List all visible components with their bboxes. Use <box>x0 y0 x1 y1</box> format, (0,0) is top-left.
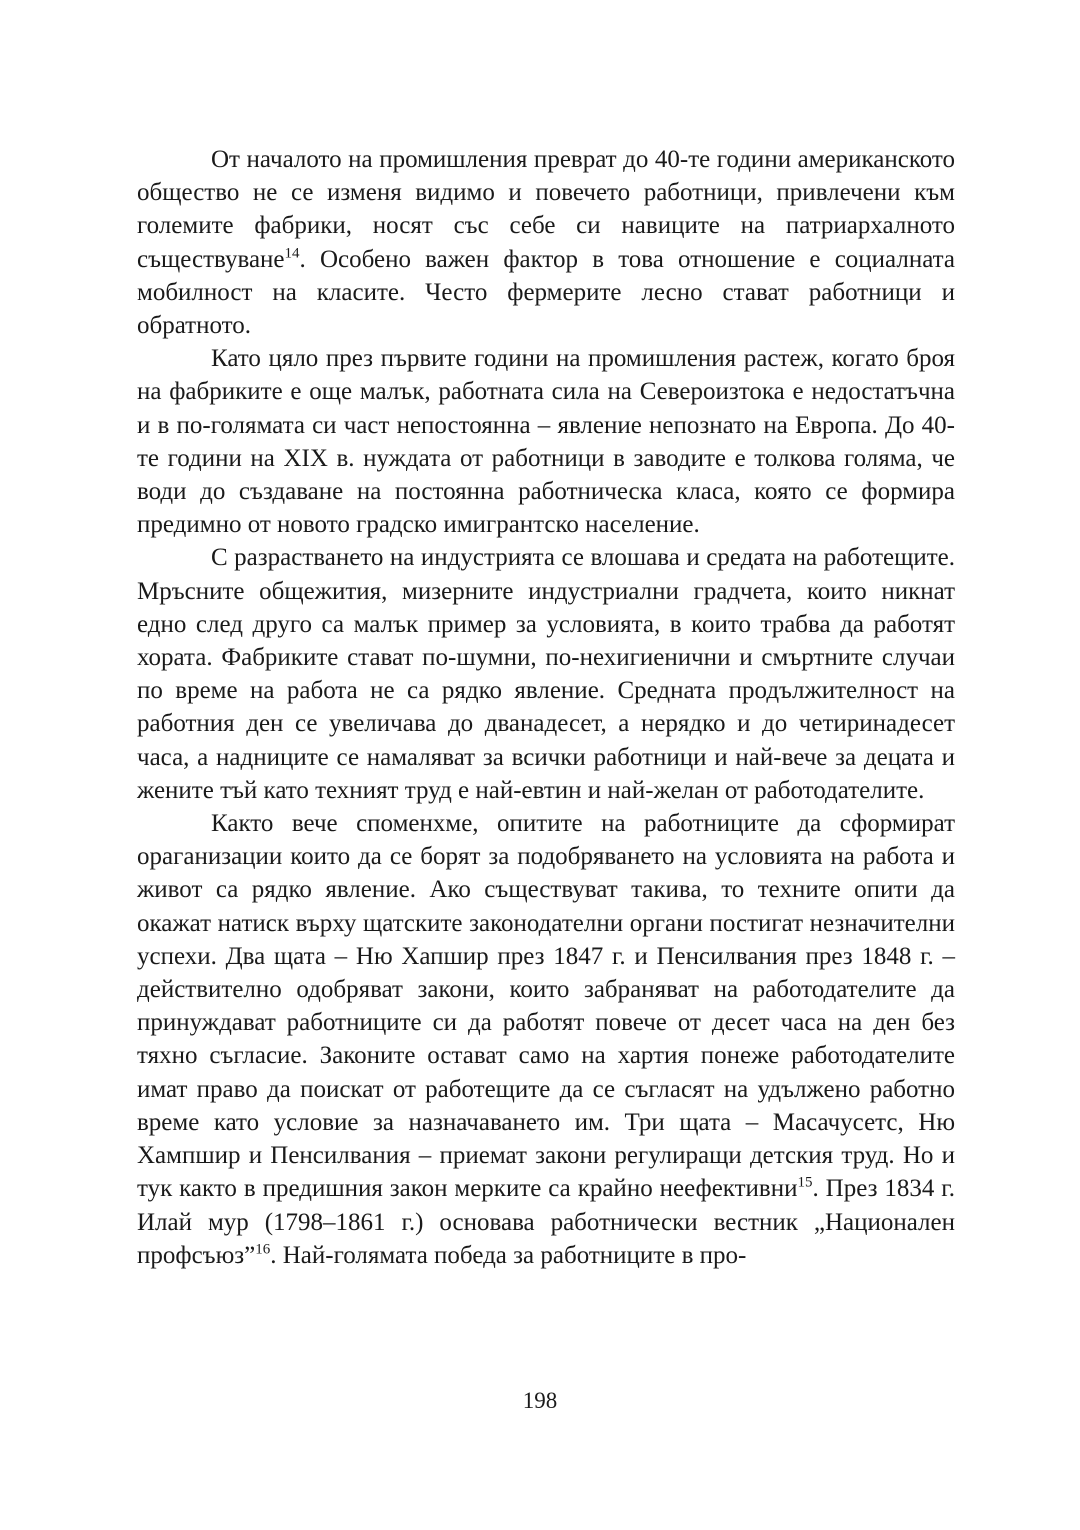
paragraph-4: Както вече споменхме, опитите на работниците да сформират ораганизации които да се борят за подобряването на условията на работа и живот са рядко явление. Ако съществуват такива, то техните опити да окажат натиск върху щатските законодателни органи постигат незначителни успехи. Два щата – Ню Хапшир през 1847 г. и Пенсилвания през 1848 г. – действително одобряват закони, които забраняват на работодателите да принуждават работниците си да работят повече от десет часа на ден без тяхно съгласие. Законите остават само на хартия понеже работодателите имат право да поискат от работещите да се съгласят на удължено работно време като условие за назначаването им. Три щата – Масачусетс, Ню Хампшир и Пенсилвания – приемат закони регулиращи детския труд. Но и тук както в предишния закон мерките са крайно неефективни$^{15}$. През 1834 г. Илай мур (1798–1861 г.) основава работнически вестник „Национален профсъюз”$^{16}$. Най-голямата победа за работниците в про- <box>137 810 955 1269</box>
footnote-ref-16: 16 <box>255 1241 271 1258</box>
text-body <box>137 143 955 1272</box>
footnote-ref-15: 15 <box>797 1174 813 1191</box>
paragraph-1: От началото на промишления преврат до 40-те години американското общество не се изменя видимо и повечето работници, привлечени към големите фабрики, носят със себе си навиците на патриархалното съществуване$^{14}$. Особено важен фактор в това отношение е социалната мобилност на класите. Често фермерите лесно стават работници и обратното. <box>137 146 955 340</box>
paragraph-2: Като цяло през първите години на промишления растеж, когато броя на фабриките е още малък, работната сила на Североизтока е недостатъчна и в по-голямата си част непостоянна – явление непознато на Европа. До 40-те години на XIX в. нуждата от работници в заводите е толкова голяма, че води до създаване на постоянна работническа класа, която се формира предимно от новото градско имигрантско население. <box>137 345 955 539</box>
paragraph-3: С разрастването на индустрията се влошава и средата на работещите. Мръсните общежития, мизерните индустриални градчета, които никнат едно след друго са малък пример за условията, в които трабва да работят хората. Фабриките стават по-шумни, по-нехигиенични и смъртните случаи по време на работа не са рядко явление. Средната продължителност на работния ден се увеличава до дванадесет, а нерядко и до четиринадесет часа, а надниците се намаляват за всички работници и най-вече за децата и жените тъй като техният труд е най-евтин и най-желан от работодателите. <box>137 544 955 804</box>
footnote-ref-14: 14 <box>284 245 300 262</box>
page-number: 198 <box>522 1388 558 1413</box>
